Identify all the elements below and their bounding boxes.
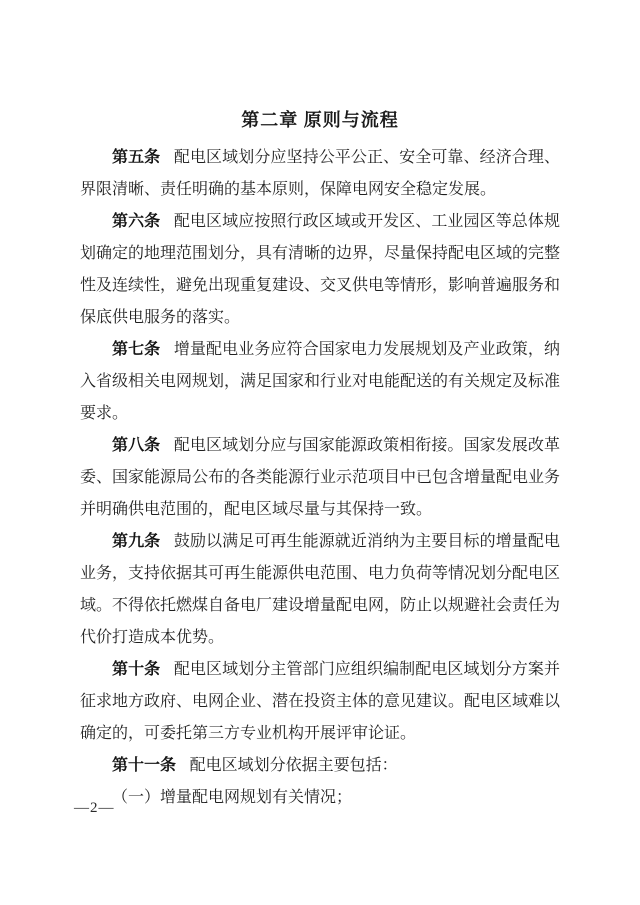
document-body — [80, 142, 560, 814]
article-10 — [80, 654, 560, 750]
article-6-number: 第六条 — [112, 213, 161, 230]
article-9-text: 鼓励以满足可再生能源就近消纳为主要目标的增量配电业务，支持依据其可再生能源供电范围、电力负荷等情况划分配电区域。不得依托燃煤自备电厂建设增量配电网，防止以规避社会责任为代价打造成本优势。 — [80, 533, 561, 646]
article-8 — [80, 430, 560, 526]
article-11-text: 配电区域划分依据主要包括： — [189, 757, 398, 774]
article-5 — [80, 142, 560, 206]
article-7-number: 第七条 — [112, 341, 161, 358]
article-11-number: 第十一条 — [112, 757, 177, 774]
list-item-1-text: （一）增量配电网规划有关情况； — [112, 789, 353, 806]
article-9 — [80, 526, 560, 654]
article-7 — [80, 334, 560, 430]
article-5-number: 第五条 — [112, 149, 161, 166]
article-10-number: 第十条 — [112, 661, 161, 678]
article-8-text: 配电区域划分应与国家能源政策相衔接。国家发展改革委、国家能源局公布的各类能源行业示范项目中已包含增量配电业务并明确供电范围的，配电区域尽量与其保持一致。 — [80, 437, 561, 518]
page-number: —2— — [74, 800, 115, 816]
article-5-text: 配电区域划分应坚持公平公正、安全可靠、经济合理、界限清晰、责任明确的基本原则，保障电网安全稳定发展。 — [80, 149, 560, 198]
article-6-text: 配电区域应按照行政区域或开发区、工业园区等总体规划确定的地理范围划分，具有清晰的边界，尽量保持配电区域的完整性及连续性，避免出现重复建设、交叉供电等情形，影响普遍服务和保底供电服务的落实。 — [80, 213, 561, 326]
article-10-text: 配电区域划分主管部门应组织编制配电区域划分方案并征求地方政府、电网企业、潜在投资主体的意见建议。配电区域难以确定的，可委托第三方专业机构开展评审论证。 — [80, 661, 561, 742]
chapter-title: 第二章 原则与流程 — [241, 110, 399, 130]
article-7-text: 增量配电业务应符合国家电力发展规划及产业政策，纳入省级相关电网规划，满足国家和行业对电能配送的有关规定及标准要求。 — [80, 341, 561, 422]
article-8-number: 第八条 — [112, 437, 161, 454]
article-9-number: 第九条 — [112, 533, 161, 550]
article-11 — [80, 750, 560, 782]
list-item-1 — [80, 782, 560, 814]
article-6 — [80, 206, 560, 334]
